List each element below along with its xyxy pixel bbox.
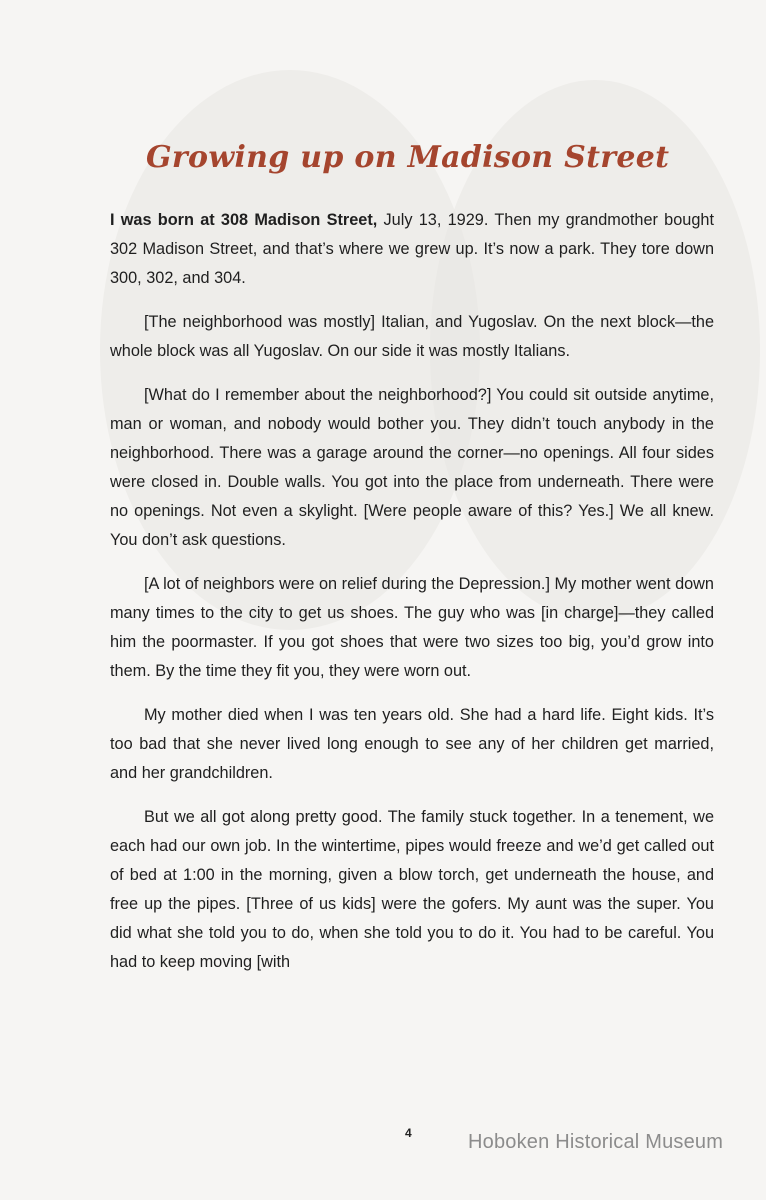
paragraph: [A lot of neighbors were on relief during the Depression.] My mother went down many times to the city to get us shoes. The guy who was [in charge]—they called him the poormaster. If you got shoes that were two sizes too big, you’d grow into them. By the time they fit you, they were worn out.	[110, 575, 714, 680]
paragraph	[110, 206, 714, 293]
body-text	[110, 206, 714, 992]
chapter-title: Growing up on Madison Street	[146, 140, 670, 175]
paragraph: [The neighborhood was mostly] Italian, and Yugoslav. On the next block—the whole block was all Yugoslav. On our side it was mostly Italians.	[110, 313, 714, 360]
paragraph: My mother died when I was ten years old. She had a hard life. Eight kids. It’s too bad that she never lived long enough to see any of her children get married, and her grandchildren.	[110, 706, 714, 782]
watermark: Hoboken Historical Museum	[468, 1131, 724, 1153]
paragraph: [What do I remember about the neighborhood?] You could sit outside anytime, man or woman, and nobody would bother you. They didn’t touch anybody in the neighborhood. There was a garage around the corner—no openings. All four sides were closed in. Double walls. You got into the place from underneath. There were no openings. Not even a skylight. [Were people aware of this? Yes.] We all knew. You don’t ask questions.	[110, 386, 714, 549]
paragraph-text: July 13, 1929. Then my grandmother bought 302 Madison Street, and that’s where we grew up. It’s now a park. They tore down 300, 302, and 304.	[110, 211, 714, 287]
page-number: 4	[405, 1126, 412, 1140]
paragraph: But we all got along pretty good. The family stuck together. In a tenement, we each had our own job. In the wintertime, pipes would freeze and we’d get called out of bed at 1:00 in the morning, given a blow torch, get underneath the house, and free up the pipes. [Three of us kids] were the gofers. My aunt was the super. You did what she told you to do, when she told you to do it. You had to be careful. You had to keep moving [with	[110, 808, 714, 971]
paragraph-lead: I was born at 308 Madison Street,	[110, 211, 378, 229]
